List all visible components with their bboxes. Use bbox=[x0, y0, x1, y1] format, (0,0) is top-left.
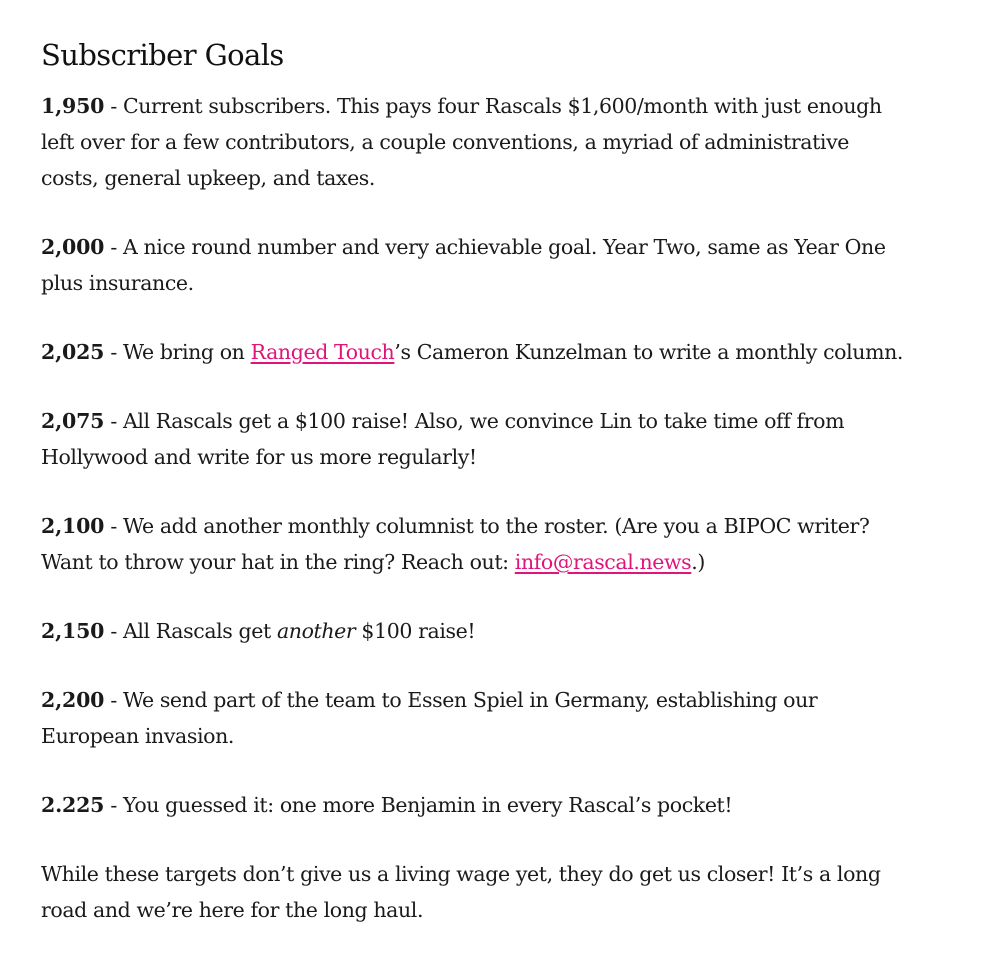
goal-description: Current subscribers. This pays four Rascals $1,600/month with just enough left over for a few contributors, a couple conventions, a myriad of administrative costs, general upkeep, and taxes. bbox=[41, 93, 882, 190]
goal-separator: - bbox=[104, 687, 123, 712]
section-heading: Subscriber Goals bbox=[41, 38, 284, 72]
emphasis-text: another bbox=[276, 618, 356, 643]
goal-number: 2,200 bbox=[41, 687, 105, 712]
email-link[interactable]: info@rascal.news bbox=[514, 549, 692, 574]
goal-paragraph bbox=[41, 787, 911, 823]
goal-separator: - bbox=[104, 93, 123, 118]
goal-number: 2,000 bbox=[41, 234, 105, 259]
ranged-touch-link[interactable]: Ranged Touch bbox=[250, 339, 395, 364]
goal-description: We add another monthly columnist to the roster. (Are you a BIPOC writer? Want to throw your hat in the ring? Reach out: bbox=[41, 513, 870, 574]
goal-description: We bring on bbox=[122, 339, 251, 364]
goal-separator: - bbox=[104, 234, 123, 259]
goal-paragraph bbox=[41, 334, 911, 370]
goal-separator: - bbox=[104, 408, 123, 433]
goal-paragraph bbox=[41, 682, 911, 754]
goal-number: 2,025 bbox=[41, 339, 105, 364]
goal-separator: - bbox=[104, 339, 123, 364]
goal-number: 2,100 bbox=[41, 513, 105, 538]
goal-number: 2,075 bbox=[41, 408, 105, 433]
goal-separator: - bbox=[104, 513, 123, 538]
goal-paragraph bbox=[41, 229, 911, 301]
goal-description-tail: $100 raise! bbox=[355, 618, 476, 643]
closing-paragraph: While these targets don’t give us a living wage yet, they do get us closer! It’s a long road and we’re here for the long haul. bbox=[41, 861, 881, 922]
goal-description: You guessed it: one more Benjamin in every Rascal’s pocket! bbox=[122, 792, 733, 817]
goal-description: We send part of the team to Essen Spiel in Germany, establishing our European invasion. bbox=[41, 687, 818, 748]
goal-description: All Rascals get a $100 raise! Also, we convince Lin to take time off from Hollywood and write for us more regularly! bbox=[41, 408, 845, 469]
goal-number: 2,150 bbox=[41, 618, 105, 643]
goal-number: 2.225 bbox=[41, 792, 105, 817]
goal-paragraph bbox=[41, 613, 911, 649]
goal-description-tail: ’s Cameron Kunzelman to write a monthly column. bbox=[394, 339, 904, 364]
goal-description: All Rascals get bbox=[122, 618, 277, 643]
goal-description: A nice round number and very achievable goal. Year Two, same as Year One plus insurance. bbox=[41, 234, 886, 295]
goal-paragraph bbox=[41, 403, 911, 475]
goal-description-tail: .) bbox=[691, 549, 706, 574]
goal-separator: - bbox=[104, 618, 123, 643]
goal-paragraph bbox=[41, 508, 911, 580]
goal-number: 1,950 bbox=[41, 93, 105, 118]
goal-paragraph bbox=[41, 88, 911, 196]
goal-separator: - bbox=[104, 792, 123, 817]
